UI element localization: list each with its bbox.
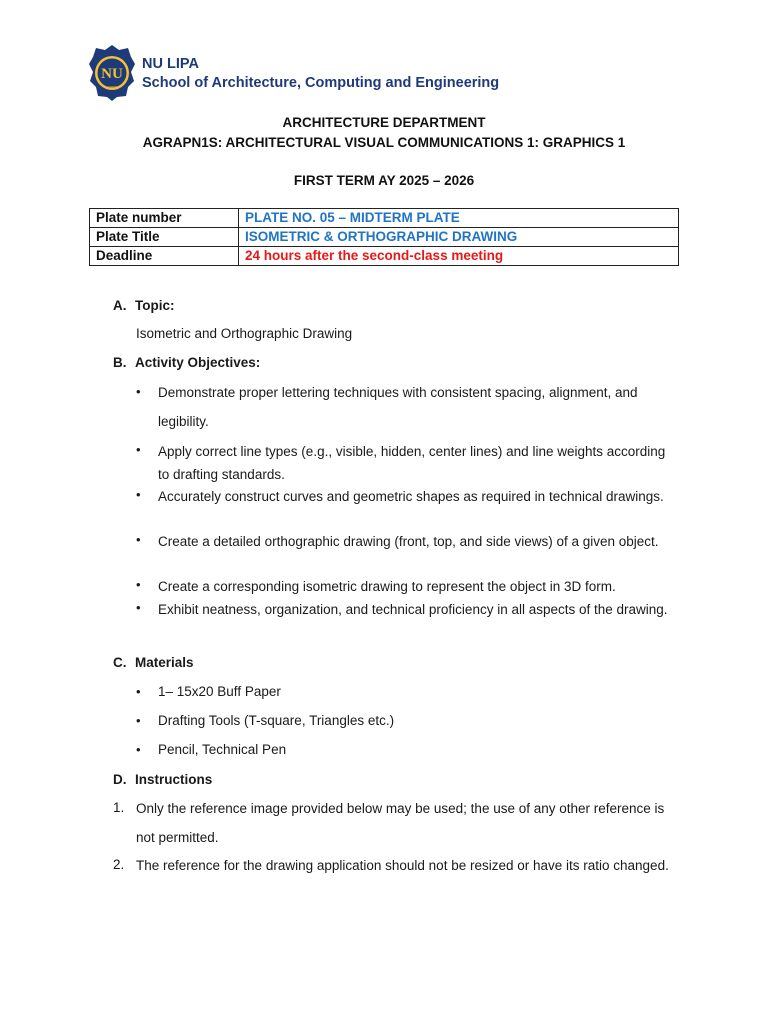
section-heading-text: Activity Objectives: <box>135 355 261 370</box>
instruction-item: Only the reference image provided below may be used; the use of any other reference is not permitted. <box>136 801 665 845</box>
deadline-label: Deadline <box>90 247 239 266</box>
bullet-icon: • <box>136 713 141 728</box>
table-row <box>90 209 679 228</box>
section-objectives-heading <box>113 353 260 373</box>
objective-item: Demonstrate proper lettering techniques with consistent spacing, alignment, and legibility. <box>158 385 638 429</box>
section-materials-heading <box>113 653 194 673</box>
section-letter: C. <box>113 655 127 670</box>
term-title: FIRST TERM AY 2025 – 2026 <box>293 173 475 188</box>
bullet-icon: • <box>136 600 141 615</box>
section-heading-text: Topic: <box>135 298 175 313</box>
instruction-item: The reference for the drawing application should not be resized or have its ratio changed. <box>136 858 669 873</box>
table-row <box>90 228 679 247</box>
plate-number-value: PLATE NO. 05 – MIDTERM PLATE <box>239 209 679 228</box>
bullet-icon: • <box>136 487 141 502</box>
plate-title-value: ISOMETRIC & ORTHOGRAPHIC DRAWING <box>239 228 679 247</box>
material-item: 1– 15x20 Buff Paper <box>158 684 281 699</box>
section-topic-heading <box>113 296 175 316</box>
bullet-icon: • <box>136 384 141 399</box>
objective-item: Create a corresponding isometric drawing to represent the object in 3D form. <box>158 579 616 594</box>
bullet-icon: • <box>136 742 141 757</box>
document-titles <box>0 113 768 191</box>
instruction-number: 1. <box>113 800 125 815</box>
deadline-value: 24 hours after the second-class meeting <box>239 247 679 266</box>
bullet-icon: • <box>136 442 141 457</box>
school-name: School of Architecture, Computing and Engineering <box>142 75 500 91</box>
section-letter: D. <box>113 772 127 787</box>
objective-item: Accurately construct curves and geometric shapes as required in technical drawings. <box>158 489 664 504</box>
bullet-icon: • <box>136 577 141 592</box>
instruction-number: 2. <box>113 857 125 872</box>
material-item: Drafting Tools (T-square, Triangles etc.) <box>158 713 395 728</box>
plate-title-label: Plate Title <box>90 228 239 247</box>
bullet-icon: • <box>136 684 141 699</box>
section-letter: A. <box>113 298 127 313</box>
topic-text: Isometric and Orthographic Drawing <box>136 326 353 341</box>
letterhead <box>88 44 499 102</box>
objective-item: Exhibit neatness, organization, and technical proficiency in all aspects of the drawing. <box>158 602 668 617</box>
section-letter: B. <box>113 355 127 370</box>
course-title: AGRAPN1S: ARCHITECTURAL VISUAL COMMUNICATIONS 1: GRAPHICS 1 <box>142 135 626 150</box>
material-item: Pencil, Technical Pen <box>158 742 287 757</box>
section-instructions-heading <box>113 770 212 790</box>
section-heading-text: Materials <box>135 655 194 670</box>
objective-item: Apply correct line types (e.g., visible, hidden, center lines) and line weights according to drafting standards. <box>158 444 666 482</box>
section-heading-text: Instructions <box>135 772 213 787</box>
university-seal-logo <box>88 44 136 102</box>
bullet-icon: • <box>136 532 141 547</box>
logo-year: 1900 <box>106 85 118 90</box>
org-name: NU LIPA <box>142 56 199 72</box>
plate-number-label: Plate number <box>90 209 239 228</box>
logo-letters: NU <box>101 66 123 82</box>
plate-info-table <box>89 208 679 266</box>
objective-item: Create a detailed orthographic drawing (front, top, and side views) of a given object. <box>158 534 659 549</box>
department-title: ARCHITECTURE DEPARTMENT <box>282 115 486 130</box>
table-row <box>90 247 679 266</box>
